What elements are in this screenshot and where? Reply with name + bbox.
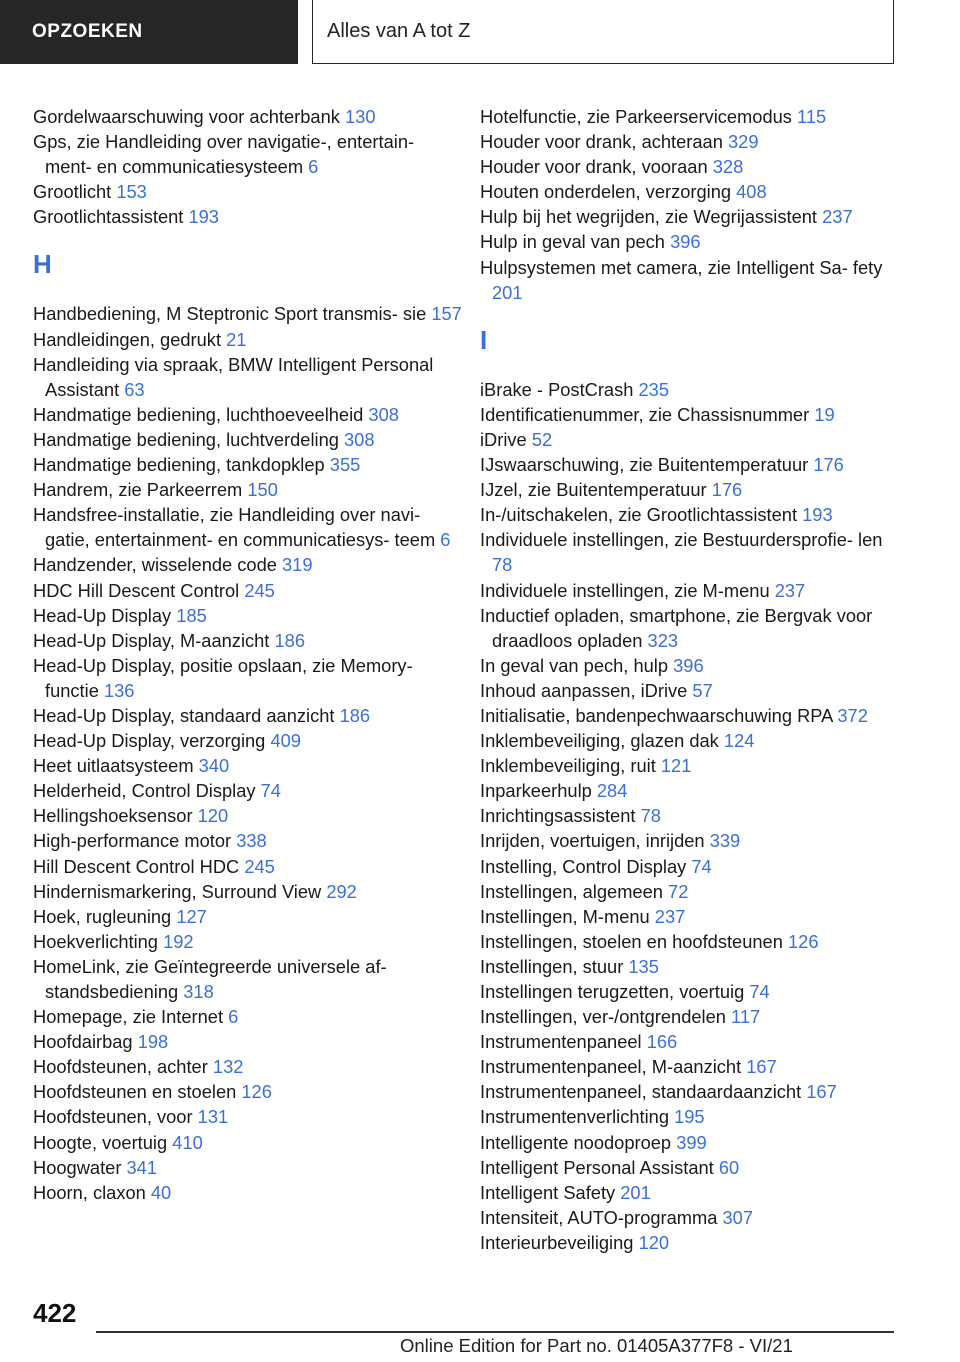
index-entry-text: Head-Up Display, verzorging <box>33 730 266 752</box>
index-entry <box>480 1155 900 1180</box>
index-entry-text: Intensiteit, AUTO-programma <box>480 1206 718 1228</box>
page-reference-link[interactable]: 166 <box>646 1031 678 1053</box>
index-entry <box>33 104 463 129</box>
page-number: 422 <box>33 1298 77 1328</box>
index-entry-text: Hotelfunctie, zie Parkeerservicemodus <box>480 106 792 127</box>
index-letter-heading: H <box>33 249 52 280</box>
page-reference-link[interactable]: 201 <box>620 1181 651 1203</box>
index-entry <box>480 578 900 603</box>
index-entry-text: Instelling, Control Display <box>480 855 687 877</box>
index-entry <box>480 1104 900 1129</box>
page-reference-link[interactable]: 192 <box>163 930 194 952</box>
index-entry <box>480 954 900 979</box>
index-entry-text: Inklembeveiliging, glazen dak <box>480 730 719 752</box>
index-group-top-left <box>33 104 463 229</box>
page-reference-link[interactable]: 74 <box>749 981 770 1002</box>
index-letter-heading: I <box>480 324 488 355</box>
page-reference-link[interactable]: 126 <box>787 930 819 952</box>
page-reference-link[interactable]: 328 <box>712 156 744 178</box>
index-entry <box>480 1029 900 1054</box>
index-entry-text: Handsfree-installatie, zie Handleiding over navi- gatie, entertainment- en communicatiesys- teem <box>33 504 436 551</box>
chapter-title: Alles van A tot Z <box>327 20 471 42</box>
page-reference-link[interactable]: 355 <box>329 454 361 476</box>
index-entry-text: Instellingen, stoelen en hoofdsteunen <box>480 930 783 952</box>
index-entry-text: Inklembeveiliging, ruit <box>480 755 656 777</box>
page-header-title <box>312 0 894 64</box>
index-entry-text: Instrumentenpaneel, standaardaanzicht <box>480 1081 802 1103</box>
index-entry-text: Hoogwater <box>33 1156 122 1178</box>
page-reference-link[interactable]: 124 <box>723 730 755 752</box>
page-reference-link[interactable]: 340 <box>198 755 230 777</box>
index-entry-text: Hoofdsteunen en stoelen <box>33 1081 237 1103</box>
page-reference-link[interactable]: 52 <box>531 428 553 450</box>
index-entry-text: Handleiding via spraak, BMW Intelligent Personal Assistant <box>33 353 434 400</box>
page-reference-link[interactable]: 176 <box>813 454 844 476</box>
index-entry-text: Hoekverlichting <box>33 930 158 952</box>
index-entry <box>480 427 900 452</box>
index-entry <box>33 1029 463 1054</box>
index-entry <box>480 929 900 954</box>
index-entry-text: Houder voor drank, achteraan <box>480 131 723 153</box>
page-reference-link[interactable]: 74 <box>691 855 712 877</box>
index-entry-text: Heet uitlaatsysteem <box>33 755 194 777</box>
index-entry <box>33 854 463 879</box>
index-entry <box>480 653 900 678</box>
index-entry-text: Hill Descent Control HDC <box>33 855 240 877</box>
page-reference-link[interactable]: 319 <box>282 554 313 576</box>
index-entry-text: Hoofdsteunen, voor <box>33 1106 193 1128</box>
page-reference-link[interactable]: 135 <box>628 955 659 977</box>
page-reference-link[interactable]: 6 <box>440 529 451 551</box>
index-entry-text: Identificatienummer, zie Chassisnummer <box>480 403 810 425</box>
index-entry <box>33 179 463 204</box>
index-entry <box>33 628 463 653</box>
page-reference-link[interactable]: 74 <box>260 780 281 802</box>
index-entry-text: Hoofdsteunen, achter <box>33 1056 208 1078</box>
index-entry-text: HomeLink, zie Geïntegreerde universele af- standsbediening <box>33 955 387 1002</box>
section-tab <box>0 0 298 64</box>
page-reference-link[interactable]: 341 <box>126 1156 158 1178</box>
index-entry <box>480 854 900 879</box>
page-reference-link[interactable]: 78 <box>640 805 661 827</box>
index-entry <box>33 1104 463 1129</box>
index-entry <box>480 1054 900 1079</box>
page-reference-link[interactable]: 57 <box>692 679 713 701</box>
page-reference-link[interactable]: 338 <box>236 830 267 852</box>
index-entry <box>480 979 900 1004</box>
index-entry <box>33 728 463 753</box>
index-entry <box>33 653 463 703</box>
index-entry-text: Hoek, rugleuning <box>33 905 172 927</box>
index-entry-text: Handzender, wisselende code <box>33 554 277 576</box>
index-entry <box>33 204 463 229</box>
index-entry <box>480 452 900 477</box>
index-entry-text: Homepage, zie Internet <box>33 1006 224 1028</box>
index-column-left <box>33 104 463 1205</box>
index-entry <box>33 1079 463 1104</box>
index-entry-text: Handmatige bediening, luchtverdeling <box>33 428 339 450</box>
index-entry <box>480 603 900 653</box>
index-entry-text: Hulp bij het wegrijden, zie Wegrijassistent <box>480 206 818 228</box>
page-reference-link[interactable]: 193 <box>802 504 833 526</box>
page-reference-link[interactable]: 126 <box>241 1081 272 1103</box>
index-entry <box>480 1180 900 1205</box>
index-entry <box>480 1230 900 1255</box>
index-entry-text: Head-Up Display, positie opslaan, zie Memory- functie <box>33 654 413 701</box>
index-entry-text: Instellingen, ver-/ontgrendelen <box>480 1006 726 1028</box>
edition-note: Online Edition for Part no. 01405A377F8 - VI/21 <box>400 1335 793 1356</box>
page-reference-link[interactable]: 120 <box>197 805 229 827</box>
index-entry-text: Houten onderdelen, verzorging <box>480 181 732 203</box>
index-entry <box>33 879 463 904</box>
index-entry <box>480 678 900 703</box>
page-reference-link[interactable]: 131 <box>197 1106 229 1128</box>
page-reference-link[interactable]: 121 <box>660 755 692 777</box>
index-entry <box>33 1004 463 1029</box>
index-entry-text: Grootlichtassistent <box>33 206 184 228</box>
index-entry <box>480 129 900 154</box>
page-reference-link[interactable]: 396 <box>670 231 701 253</box>
index-entry <box>480 1130 900 1155</box>
index-entry-text: Head-Up Display <box>33 604 172 626</box>
index-entry-text: Inrijden, voertuigen, inrijden <box>480 830 705 852</box>
index-group-top-right <box>480 104 900 305</box>
index-entry <box>480 179 900 204</box>
index-entry-text: iBrake - PostCrash <box>480 378 634 400</box>
index-entry <box>480 703 900 728</box>
index-entry-text: Hellingshoeksensor <box>33 805 193 827</box>
index-entry-text: Hoogte, voertuig <box>33 1131 168 1153</box>
index-entry-text: High-performance motor <box>33 830 232 852</box>
index-entry-text: Gps, zie Handleiding over navigatie-, entertain- ment- en communicatiesysteem <box>33 131 415 178</box>
index-entry-text: Initialisatie, bandenpechwaarschuwing RPA <box>480 704 833 726</box>
index-entry-text: Hoofdairbag <box>33 1031 133 1053</box>
page-reference-link[interactable]: 339 <box>709 830 741 852</box>
index-entry <box>480 255 900 305</box>
index-entry <box>480 778 900 803</box>
index-entry-text: HDC Hill Descent Control <box>33 579 240 601</box>
page-reference-link[interactable]: 308 <box>368 403 399 425</box>
page-reference-link[interactable]: 153 <box>116 181 147 203</box>
page-reference-link[interactable]: 245 <box>244 855 275 877</box>
index-entry-text: IJswaarschuwing, zie Buitentemperatuur <box>480 454 809 476</box>
index-entry-text: Hoorn, claxon <box>33 1181 146 1203</box>
page-reference-link[interactable]: 127 <box>176 905 207 927</box>
index-entry-text: Intelligent Safety <box>480 1181 616 1203</box>
page-reference-link[interactable]: 399 <box>676 1131 707 1153</box>
page-reference-link[interactable]: 186 <box>339 704 371 726</box>
page-reference-link[interactable]: 235 <box>638 378 670 400</box>
index-entry <box>480 803 900 828</box>
page-reference-link[interactable]: 78 <box>492 554 513 576</box>
index-entry <box>480 1079 900 1104</box>
index-entry-text: Instellingen, M-menu <box>480 905 650 927</box>
index-entry-text: IJzel, zie Buitentemperatuur <box>480 479 707 501</box>
index-entry <box>33 778 463 803</box>
index-entry-text: Inductief opladen, smartphone, zie Bergvak voor draadloos opladen <box>480 604 873 651</box>
index-entry-text: Inrichtingsassistent <box>480 805 636 827</box>
index-entry-text: Head-Up Display, M-aanzicht <box>33 629 270 651</box>
index-entry <box>480 904 900 929</box>
page-reference-link[interactable]: 195 <box>674 1106 705 1128</box>
page-reference-link[interactable]: 318 <box>183 981 214 1002</box>
page-reference-link[interactable]: 237 <box>654 905 686 927</box>
index-entry <box>480 204 900 229</box>
index-entry <box>33 402 463 427</box>
index-entry <box>33 1054 463 1079</box>
page-reference-link[interactable]: 72 <box>668 880 689 902</box>
index-entry-text: Hulp in geval van pech <box>480 231 665 253</box>
page-reference-link[interactable]: 198 <box>137 1031 169 1053</box>
index-entry-text: Inparkeerhulp <box>480 780 592 802</box>
page-reference-link[interactable]: 284 <box>596 780 628 802</box>
page-reference-link[interactable]: 307 <box>722 1206 754 1228</box>
index-entry-text: Instrumentenpaneel <box>480 1031 642 1053</box>
page-reference-link[interactable]: 115 <box>797 106 827 127</box>
page-reference-link[interactable]: 237 <box>774 579 806 601</box>
index-entry <box>480 527 900 577</box>
index-group-letter-i <box>480 377 900 1255</box>
index-entry <box>33 954 463 1004</box>
index-entry-text: Intelligent Personal Assistant <box>480 1156 714 1178</box>
index-entry-text: Handrem, zie Parkeerrem <box>33 479 243 501</box>
index-entry-text: Individuele instellingen, zie Bestuurdersprofie- len <box>480 529 883 551</box>
index-entry-text: iDrive <box>480 428 527 450</box>
index-entry-text: Inhoud aanpassen, iDrive <box>480 679 688 701</box>
page-reference-link[interactable]: 186 <box>274 629 305 651</box>
index-entry <box>33 1130 463 1155</box>
index-entry <box>480 477 900 502</box>
index-entry <box>33 352 463 402</box>
index-entry <box>480 377 900 402</box>
index-entry-text: Handleidingen, gedrukt <box>33 328 222 350</box>
index-entry <box>480 1004 900 1029</box>
index-entry <box>33 603 463 628</box>
index-entry-text: Handmatige bediening, luchthoeveelheid <box>33 403 364 425</box>
index-entry <box>480 229 900 254</box>
index-entry-text: Interieurbeveiliging <box>480 1231 634 1253</box>
page-reference-link[interactable]: 176 <box>711 479 743 501</box>
page-reference-link[interactable]: 372 <box>837 704 868 726</box>
index-entry-text: Helderheid, Control Display <box>33 780 256 802</box>
index-entry <box>480 154 900 179</box>
page-reference-link[interactable]: 63 <box>124 378 145 400</box>
page-reference-link[interactable]: 193 <box>188 206 219 228</box>
index-column-right <box>480 104 900 1255</box>
page-reference-link[interactable]: 237 <box>822 206 853 228</box>
page-reference-link[interactable]: 167 <box>806 1081 837 1103</box>
page-reference-link[interactable]: 40 <box>150 1181 172 1203</box>
page-reference-link[interactable]: 120 <box>638 1231 670 1253</box>
index-entry <box>33 703 463 728</box>
page-reference-link[interactable]: 150 <box>247 479 278 501</box>
index-entry <box>33 552 463 577</box>
index-entry-text: Grootlicht <box>33 181 112 203</box>
page-reference-link[interactable]: 130 <box>344 106 376 127</box>
index-entry-text: Instrumentenpaneel, M-aanzicht <box>480 1056 742 1078</box>
page-reference-link[interactable]: 167 <box>746 1056 777 1078</box>
page-reference-link[interactable]: 19 <box>814 403 835 425</box>
page-reference-link[interactable]: 157 <box>431 303 462 325</box>
index-entry <box>33 477 463 502</box>
index-entry-text: Handbediening, M Steptronic Sport transmis- sie <box>33 303 427 325</box>
index-entry <box>480 1205 900 1230</box>
index-entry <box>33 327 463 352</box>
index-entry <box>480 728 900 753</box>
index-entry-text: Instellingen terugzetten, voertuig <box>480 981 745 1002</box>
page-reference-link[interactable]: 132 <box>212 1056 244 1078</box>
page-reference-link[interactable]: 308 <box>344 428 375 450</box>
page-reference-link[interactable]: 245 <box>244 579 275 601</box>
page-reference-link[interactable]: 292 <box>326 880 357 902</box>
page-reference-link[interactable]: 21 <box>226 328 247 350</box>
index-entry-text: Hindernismarkering, Surround View <box>33 880 322 902</box>
index-entry-text: Instellingen, algemeen <box>480 880 663 902</box>
page-reference-link[interactable]: 410 <box>172 1131 203 1153</box>
index-entry <box>480 753 900 778</box>
index-entry-text: Head-Up Display, standaard aanzicht <box>33 704 335 726</box>
index-entry <box>33 929 463 954</box>
page-reference-link[interactable]: 201 <box>492 281 523 303</box>
index-entry <box>33 1155 463 1180</box>
index-entry <box>480 502 900 527</box>
index-entry <box>33 301 463 326</box>
page-reference-link[interactable]: 185 <box>176 604 207 626</box>
index-entry-text: Handmatige bediening, tankdopklep <box>33 454 325 476</box>
index-group-letter-h <box>33 301 463 1204</box>
index-entry-text: In-/uitschakelen, zie Grootlichtassistent <box>480 504 798 526</box>
index-entry <box>480 402 900 427</box>
footer-divider <box>96 1331 894 1333</box>
page-reference-link[interactable]: 323 <box>647 629 679 651</box>
page-reference-link[interactable]: 396 <box>673 654 704 676</box>
section-tab-label: OPZOEKEN <box>32 21 143 42</box>
index-entry-text: Individuele instellingen, zie M-menu <box>480 579 770 601</box>
index-entry <box>33 828 463 853</box>
index-entry-text: Gordelwaarschuwing voor achterbank <box>33 106 340 127</box>
index-entry-text: Instrumentenverlichting <box>480 1106 669 1128</box>
page-reference-link[interactable]: 6 <box>228 1006 239 1028</box>
index-entry <box>33 578 463 603</box>
page-reference-link[interactable]: 408 <box>736 181 767 203</box>
index-entry <box>480 104 900 129</box>
index-entry-text: Houder voor drank, vooraan <box>480 156 708 178</box>
page-reference-link[interactable]: 329 <box>727 131 759 153</box>
index-entry <box>33 753 463 778</box>
index-entry <box>480 828 900 853</box>
index-entry <box>480 879 900 904</box>
index-entry-text: Hulpsystemen met camera, zie Intelligent Sa- fety <box>480 256 883 278</box>
index-entry <box>33 129 463 179</box>
page-reference-link[interactable]: 117 <box>731 1006 761 1028</box>
page-reference-link[interactable]: 60 <box>718 1156 740 1178</box>
page-reference-link[interactable]: 6 <box>308 156 319 178</box>
page-reference-link[interactable]: 409 <box>270 730 301 752</box>
index-entry <box>33 1180 463 1205</box>
index-entry <box>33 803 463 828</box>
index-entry <box>33 502 463 552</box>
page-reference-link[interactable]: 136 <box>103 679 135 701</box>
index-entry <box>33 427 463 452</box>
index-entry <box>33 904 463 929</box>
index-entry-text: Intelligente noodoproep <box>480 1131 672 1153</box>
index-entry-text: In geval van pech, hulp <box>480 654 669 676</box>
index-entry <box>33 452 463 477</box>
index-entry-text: Instellingen, stuur <box>480 955 624 977</box>
